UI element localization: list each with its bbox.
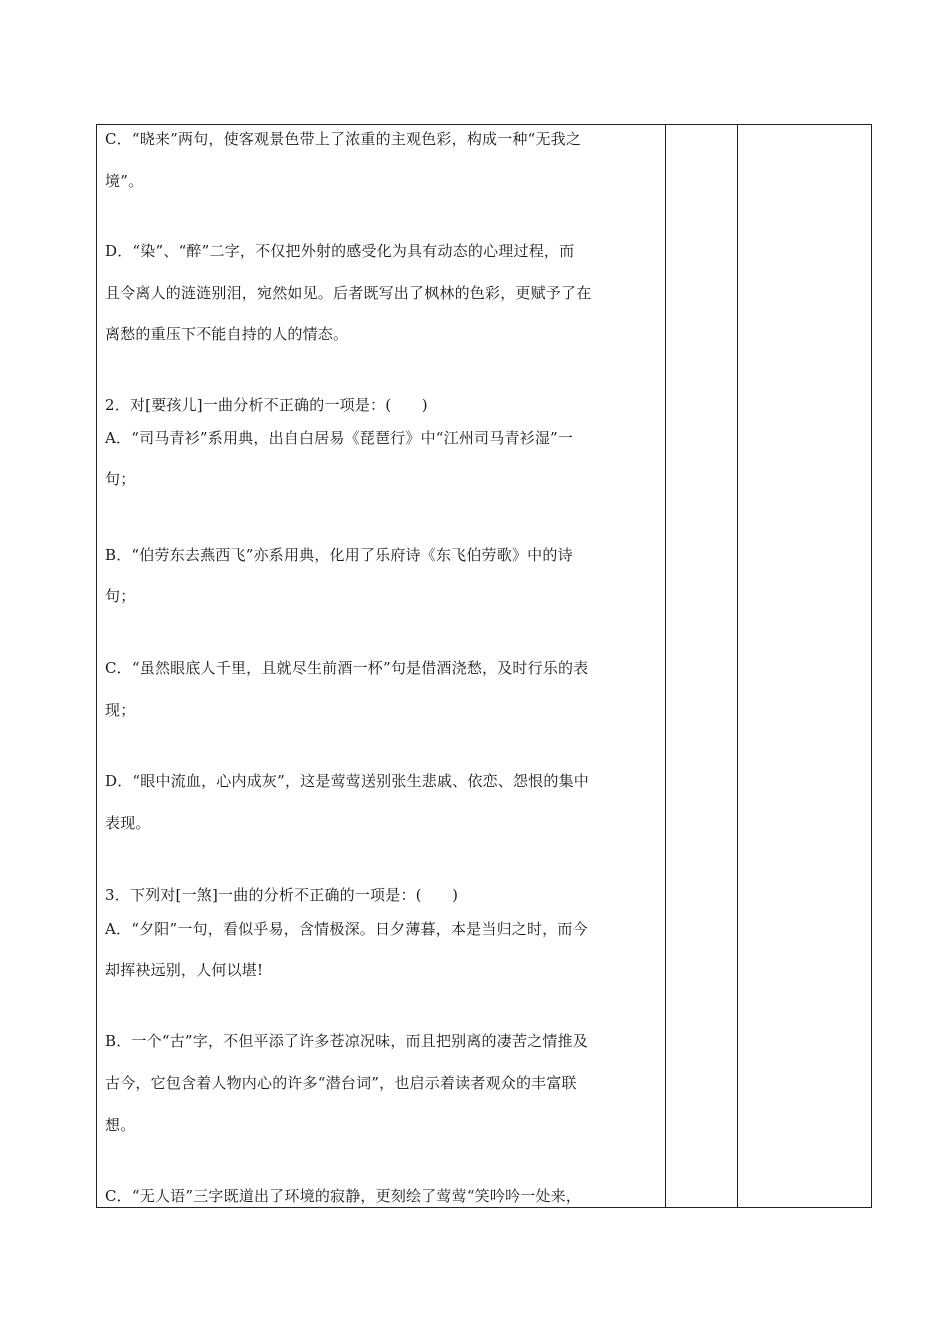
text-line: C．“晓来”两句，使客观景色带上了浓重的主观色彩，构成一种“无我之 <box>105 130 582 148</box>
text-line: 3．下列对[一煞]一曲的分析不正确的一项是：( ) <box>105 886 459 904</box>
text-line: D．“染”、“醉”二字，不仅把外射的感受化为具有动态的心理过程，而 <box>105 242 575 260</box>
text-line: D．“眼中流血，心内成灰”，这是莺莺送别张生悲戚、依恋、怨恨的集中 <box>105 772 589 790</box>
text-line: B．一个“古”字，不但平添了许多苍凉况味，而且把别离的凄苦之情推及 <box>105 1032 588 1050</box>
text-line: 表现。 <box>105 814 151 832</box>
text-line: C．“虽然眼底人千里，且就尽生前酒一杯”句是借酒浇愁，及时行乐的表 <box>105 659 589 677</box>
column-divider-2 <box>737 125 738 1207</box>
text-line: A．“夕阳”一句，看似乎易，含情极深。日夕薄暮，本是当归之时，而今 <box>105 920 588 938</box>
text-line: 现； <box>105 701 136 719</box>
text-line: 古今，它包含着人物内心的许多“潜台词”，也启示着读者观众的丰富联 <box>105 1074 577 1092</box>
text-line: 句； <box>105 587 136 605</box>
text-line: 且令离人的涟涟别泪，宛然如见。后者既写出了枫林的色彩，更赋予了在 <box>105 284 592 302</box>
text-line: 却挥袂远别，人何以堪! <box>105 961 264 979</box>
text-line: C．“无人语”三字既道出了环境的寂静，更刻绘了莺莺“笑吟吟一处来， <box>105 1187 582 1205</box>
text-line: 句； <box>105 470 136 488</box>
document-table <box>96 124 872 1208</box>
text-line: 境”。 <box>105 172 144 190</box>
text-line: B．“伯劳东去燕西飞”亦系用典，化用了乐府诗《东飞伯劳歌》中的诗 <box>105 546 573 564</box>
column-divider-1 <box>665 125 666 1207</box>
text-line: A．“司马青衫”系用典，出自白居易《琵琶行》中“江州司马青衫湿”一 <box>105 429 574 447</box>
text-line: 想。 <box>105 1116 136 1134</box>
text-line: 离愁的重压下不能自持的人的情态。 <box>105 325 349 343</box>
text-line: 2．对[要孩儿]一曲分析不正确的一项是：( ) <box>105 396 428 414</box>
